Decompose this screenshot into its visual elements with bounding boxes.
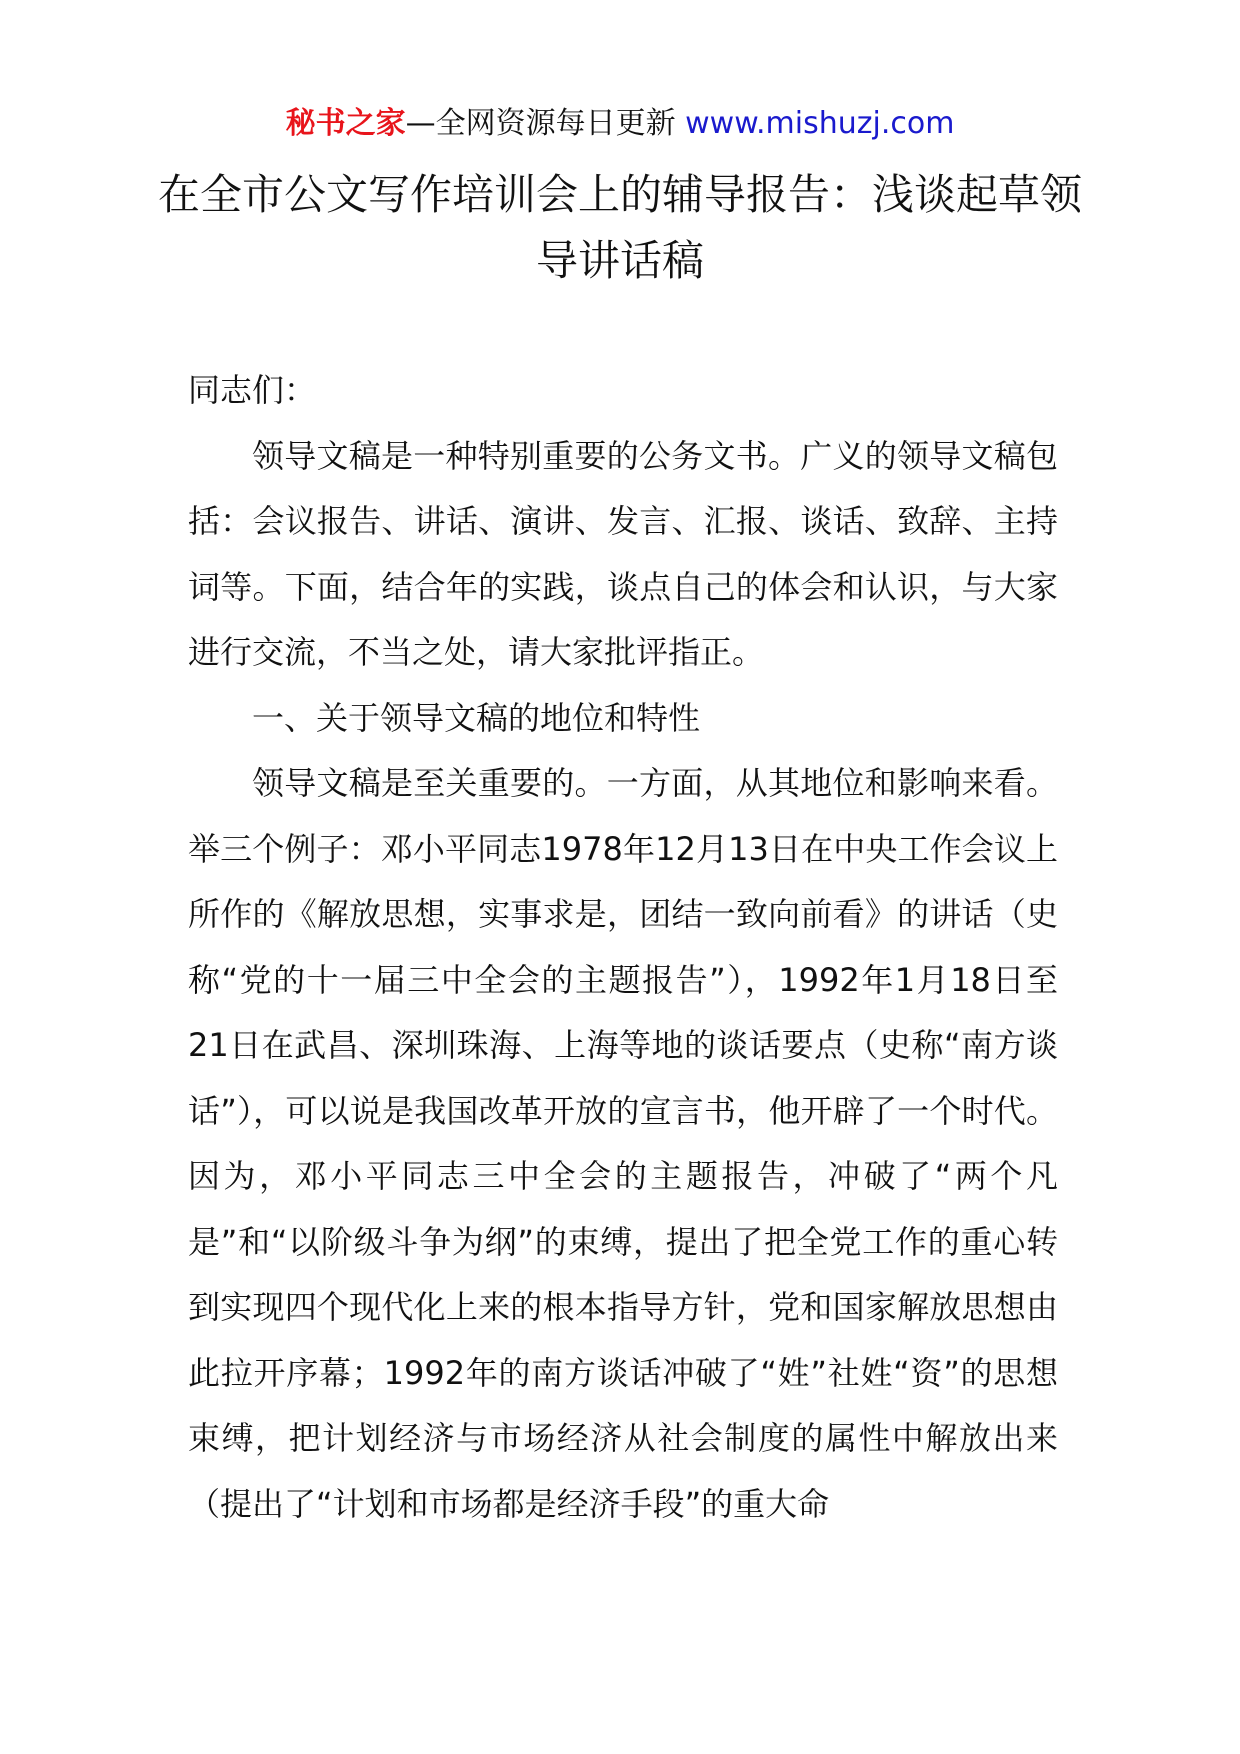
section-heading: 一、关于领导文稿的地位和特性 — [252, 698, 701, 737]
document-body — [188, 358, 1058, 1537]
site-tagline: —全网资源每日更新 — [405, 106, 676, 141]
document-title: 在全市公文写作培训会上的辅导报告：浅谈起草领导讲话稿 — [157, 170, 1082, 285]
site-header — [0, 102, 1240, 146]
site-url-link[interactable]: www.mishuzj.com — [685, 106, 955, 141]
body-paragraph: 领导文稿是至关重要的。一方面，从其地位和影响来看。举三个例子：邓小平同志1978年12月13日在中央工作会议上所作的《解放思想，实事求是，团结一致向前看》的讲话（史称“党的十一届三中全会的主题报告”），1992年1月18日至21日在武昌、深圳珠海、上海等地的谈话要点（史称“南方谈话”），可以说是我国改革开放的宣言书，他开辟了一个时代。因为，邓小平同志三中全会的主题报告，冲破了“两个凡是”和“以阶级斗争为纲”的束缚，提出了把全党工作的重心转到实现四个现代化上来的根本指导方针，党和国家解放思想由此拉开序幕；1992年的南方谈话冲破了“姓”社姓“资”的思想束缚，把计划经济与市场经济从社会制度的属性中解放出来（提出了“计划和市场都是经济手段”的重大命 — [188, 764, 1058, 1523]
salutation: 同志们： — [188, 371, 317, 409]
body-paragraph: 领导文稿是一种特别重要的公务文书。广义的领导文稿包括：会议报告、讲话、演讲、发言、汇报、谈话、致辞、主持词等。下面，结合年的实践，谈点自己的体会和认识，与大家进行交流，不当之处，请大家批评指正。 — [188, 436, 1058, 671]
site-brand: 秘书之家 — [285, 106, 406, 141]
